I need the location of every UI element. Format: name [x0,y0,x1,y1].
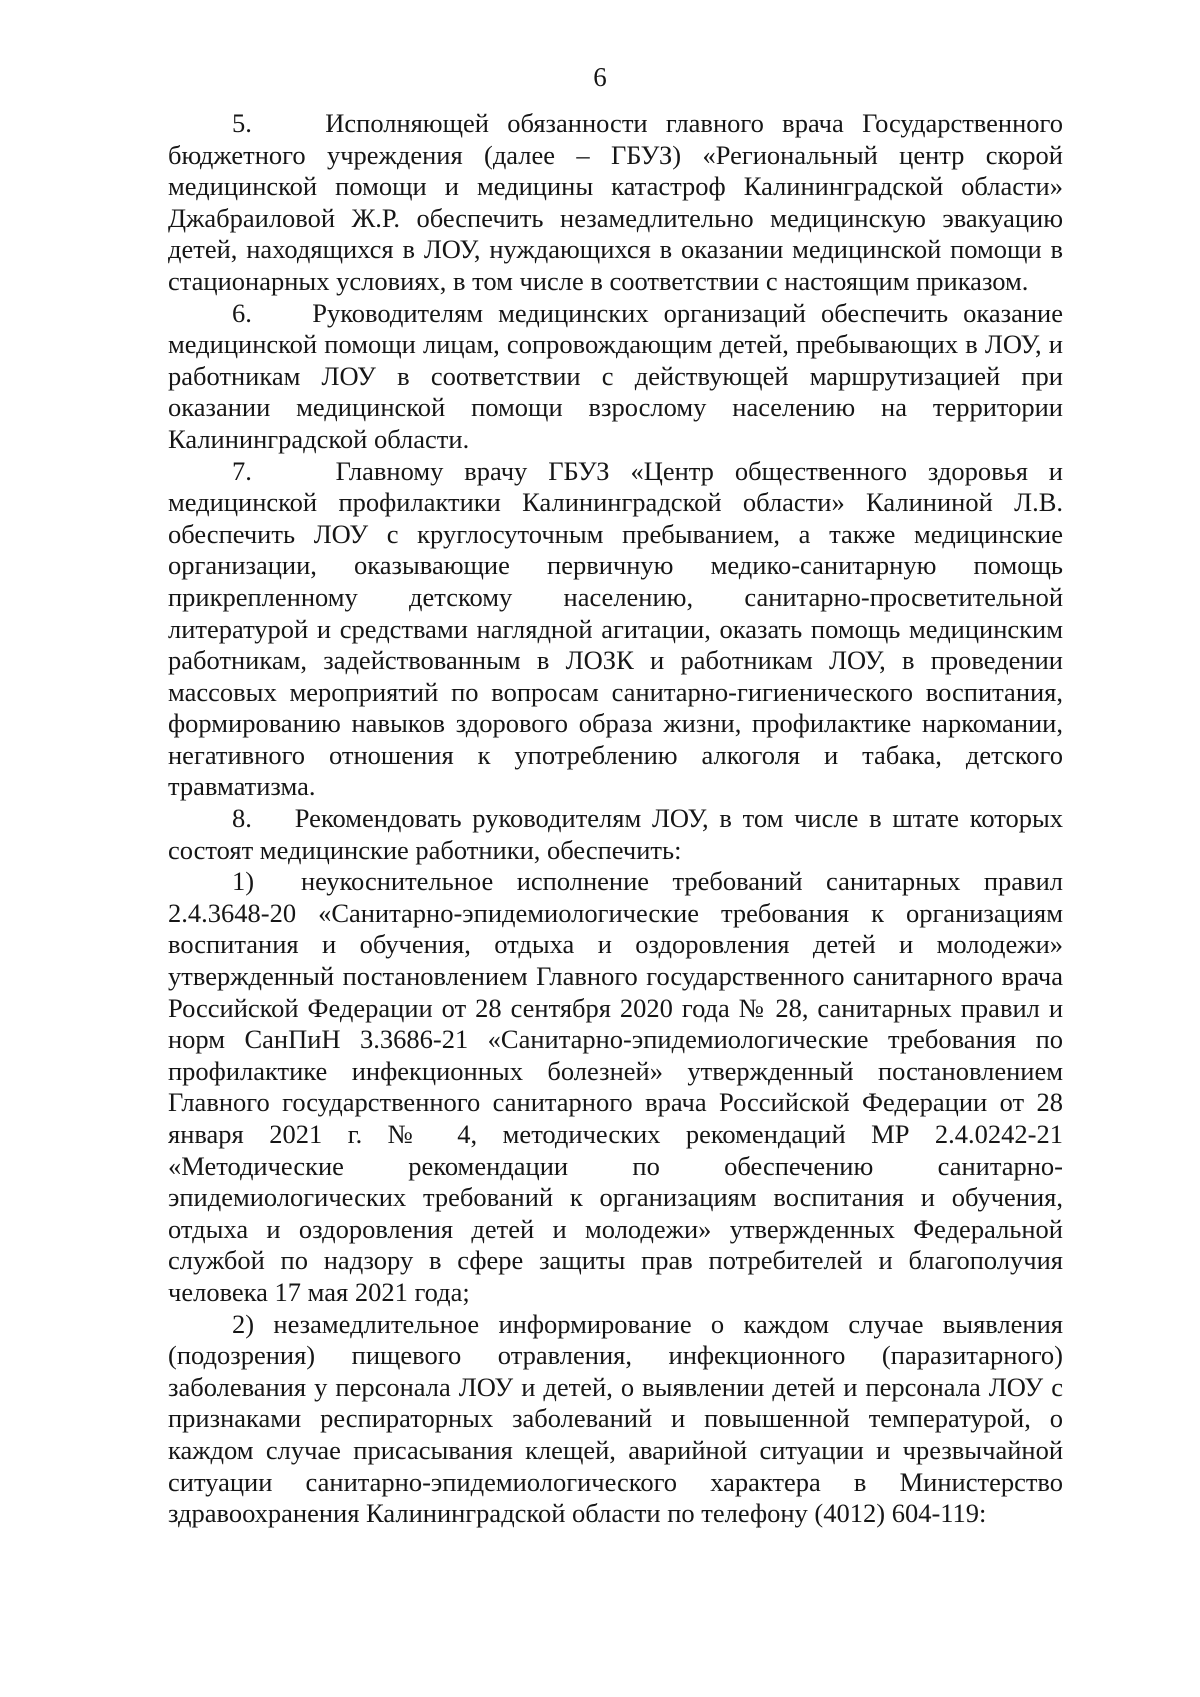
document-body [168,108,1063,1530]
subitem-1: 1) неукоснительное исполнение требований санитарных правил 2.4.3648-20 «Санитарно-эпидемиологические требования к организациям воспитания и обучения, отдыха и оздоровления детей и молодежи» утвержденный постановлением Главного государственного санитарного врача Российской Федерации от 28 сентября 2020 года № 28, санитарных правил и норм СанПиН 3.3686-21 «Санитарно-эпидемиологические требования по профилактике инфекционных болезней» утвержденный постановлением Главного государственного санитарного врача Российской Федерации от 28 января 2021 г. № 4, методических рекомендаций МР 2.4.0242-21 «Методические рекомендации по обеспечению санитарно-эпидемиологических требований к организациям воспитания и обучения, отдыха и оздоровления детей и молодежи» утвержденных Федеральной службой по надзору в сфере защиты прав потребителей и благополучия человека 17 мая 2021 года; [168,866,1063,1307]
paragraph-8: 8. Рекомендовать руководителям ЛОУ, в том числе в штате которых состоят медицинские работники, обеспечить: [168,803,1063,865]
subitem-2: 2) незамедлительное информирование о каждом случае выявления (подозрения) пищевого отравления, инфекционного (паразитарного) заболевания у персонала ЛОУ и детей, о выявлении детей и персонала ЛОУ с признаками респираторных заболеваний и повышенной температурой, о каждом случае присасывания клещей, аварийной ситуации и чрезвычайной ситуации санитарно-эпидемиологического характера в Министерство здравоохранения Калининградской области по телефону (4012) 604-119: [168,1308,1063,1529]
paragraph-6: 6. Руководителям медицинских организаций обеспечить оказание медицинской помощи лицам, сопровождающим детей, пребывающих в ЛОУ, и работникам ЛОУ в соответствии с действующей маршрутизацией при оказании медицинской помощи взрослому населению на территории Калининградской области. [168,297,1063,454]
page-number: 6 [593,62,607,92]
paragraph-7: 7. Главному врачу ГБУЗ «Центр общественного здоровья и медицинской профилактики Калининградской области» Калининой Л.В. обеспечить ЛОУ с круглосуточным пребыванием, а также медицинские организации, оказывающие первичную медико-санитарную помощь прикрепленному детскому населению, санитарно-просветительной литературой и средствами наглядной агитации, оказать помощь медицинским работникам, задействованным в ЛОЗК и работникам ЛОУ, в проведении массовых мероприятий по вопросам санитарно-гигиенического воспитания, формированию навыков здорового образа жизни, профилактике наркомании, негативного отношения к употреблению алкоголя и табака, детского травматизма. [168,455,1063,802]
paragraph-5: 5. Исполняющей обязанности главного врача Государственного бюджетного учреждения (далее – ГБУЗ) «Региональный центр скорой медицинской помощи и медицины катастроф Калининградской области» Джабраиловой Ж.Р. обеспечить незамедлительно медицинскую эвакуацию детей, находящихся в ЛОУ, нуждающихся в оказании медицинской помощи в стационарных условиях, в том числе в соответствии с настоящим приказом. [168,108,1063,296]
